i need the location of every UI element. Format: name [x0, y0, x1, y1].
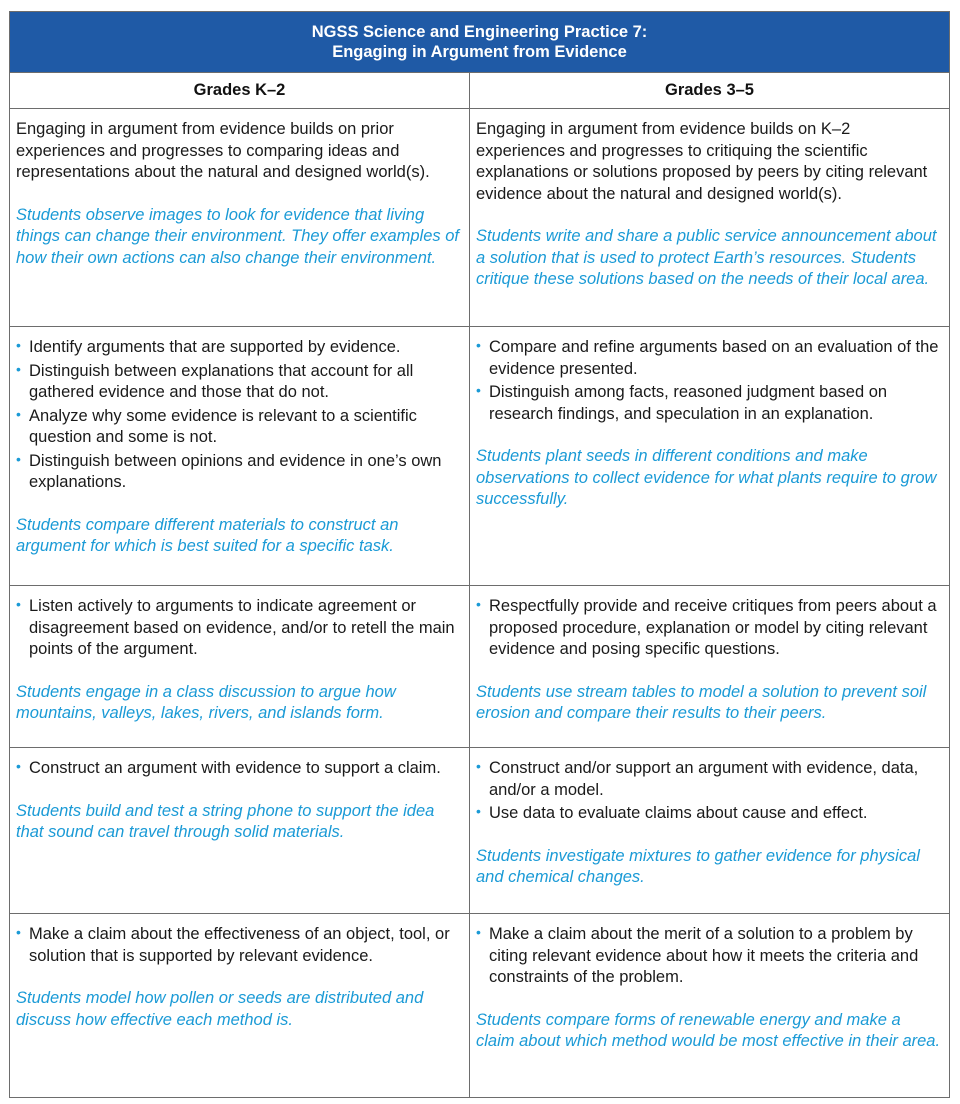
list-item: • Make a claim about the effectiveness of an object, tool, or solution that is supported by relevant evidence.	[16, 924, 450, 965]
bullet-list	[476, 758, 943, 825]
list-item: • Distinguish between explanations that account for all gathered evidence and those that do not.	[16, 360, 414, 401]
bullet-list	[16, 596, 463, 661]
list-item: • Compare and refine arguments based on an evaluation of the evidence presented.	[476, 337, 939, 378]
cell-k2	[10, 914, 470, 1098]
cell-k2	[10, 586, 470, 747]
cell-example: Students write and share a public service announcement about a solution that is used to protect Earth’s resources. Students critique these solutions based on the needs of their local area.	[476, 227, 937, 288]
list-item: • Construct an argument with evidence to support a claim.	[16, 758, 441, 777]
bullet-icon: •	[16, 758, 21, 774]
column-header-k2: Grades K–2	[10, 73, 470, 109]
list-item: • Distinguish between opinions and evidence in one’s own explanations.	[16, 450, 442, 491]
column-header-row	[10, 73, 949, 109]
cell-k2	[10, 748, 470, 913]
table-row	[10, 586, 949, 748]
list-item: • Construct and/or support an argument with evidence, data, and/or a model.	[476, 758, 919, 799]
table-row	[10, 327, 949, 586]
bullet-icon: •	[476, 382, 481, 398]
bullet-list	[16, 337, 463, 494]
cell-example: Students plant seeds in different conditions and make observations to collect evidence for what plants require to grow successfully.	[476, 447, 937, 508]
bullet-icon: •	[16, 924, 21, 940]
cell-description: Engaging in argument from evidence builds on prior experiences and progresses to comparing ideas and representations about the natural and designed world(s).	[16, 120, 430, 181]
bullet-icon: •	[476, 924, 481, 940]
table-row	[10, 748, 949, 914]
cell-3-5	[470, 914, 949, 1098]
table-row	[10, 914, 949, 1098]
list-item: • Analyze why some evidence is relevant to a scientific question and some is not.	[16, 405, 417, 446]
bullet-list	[476, 337, 943, 425]
cell-example: Students build and test a string phone to support the idea that sound can travel through solid materials.	[16, 801, 435, 841]
bullet-list	[16, 924, 463, 967]
cell-example: Students investigate mixtures to gather evidence for physical and chemical changes.	[476, 846, 920, 886]
list-item: • Make a claim about the merit of a solution to a problem by citing relevant evidence about how it meets the criteria and constraints of the problem.	[476, 924, 919, 986]
bullet-icon: •	[476, 758, 481, 774]
cell-example: Students observe images to look for evidence that living things can change their environment. They offer examples of how their own actions can also change their environment.	[16, 205, 459, 267]
bullet-icon: •	[16, 596, 21, 612]
table-title-line2: Engaging in Argument from Evidence	[332, 43, 627, 61]
table-row	[10, 109, 949, 327]
cell-example: Students use stream tables to model a solution to prevent soil erosion and compare their results to their peers.	[476, 682, 927, 722]
cell-example: Students engage in a class discussion to argue how mountains, valleys, lakes, rivers, and islands form.	[16, 682, 396, 722]
cell-description: Engaging in argument from evidence builds on K–2 experiences and progresses to critiquing the scientific explanations or solutions proposed by peers by citing relevant evidence about the natural and designed world(s).	[476, 120, 928, 203]
cell-3-5	[470, 109, 949, 326]
cell-3-5	[470, 748, 949, 913]
cell-example: Students compare forms of renewable energy and make a claim about which method would be most effective in their area.	[476, 1010, 941, 1050]
cell-3-5	[470, 327, 949, 585]
cell-k2	[10, 109, 470, 326]
bullet-icon: •	[16, 337, 21, 353]
list-item: • Respectfully provide and receive critiques from peers about a proposed procedure, explanation or model by citing relevant evidence and posing specific questions.	[476, 596, 937, 658]
cell-k2	[10, 327, 470, 585]
bullet-icon: •	[476, 337, 481, 353]
list-item: • Listen actively to arguments to indicate agreement or disagreement based on evidence, and/or to retell the main points of the argument.	[16, 596, 455, 658]
list-item: • Use data to evaluate claims about cause and effect.	[476, 803, 868, 822]
list-item: • Identify arguments that are supported by evidence.	[16, 337, 401, 356]
bullet-list	[16, 758, 463, 780]
table-title-line1: NGSS Science and Engineering Practice 7:	[311, 23, 648, 41]
cell-example: Students compare different materials to construct an argument for which is best suited for a specific task.	[16, 515, 399, 555]
table-title-banner	[10, 12, 949, 73]
bullet-icon: •	[16, 450, 21, 467]
bullet-icon: •	[16, 405, 21, 422]
bullet-icon: •	[476, 803, 481, 819]
bullet-icon: •	[476, 596, 481, 612]
bullet-list	[476, 924, 943, 989]
practice-table	[9, 11, 950, 1098]
list-item: • Distinguish among facts, reasoned judgment based on research findings, and speculation in an explanation.	[476, 382, 888, 423]
bullet-list	[476, 596, 943, 661]
bullet-icon: •	[16, 360, 21, 377]
cell-3-5	[470, 586, 949, 747]
column-header-3-5: Grades 3–5	[665, 81, 754, 99]
cell-example: Students model how pollen or seeds are distributed and discuss how effective each method is.	[16, 989, 424, 1029]
